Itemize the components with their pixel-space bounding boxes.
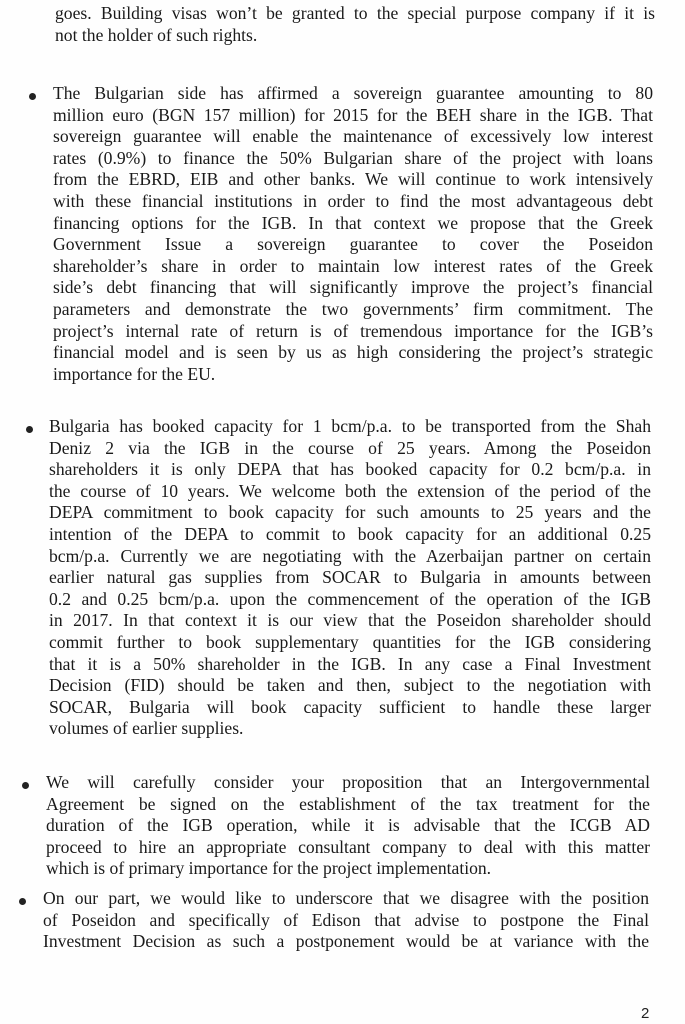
bullet-icon <box>26 426 33 433</box>
text-line: importance for the EU. <box>53 363 216 384</box>
text-line: Deniz 2 via the IGB in the course of 25 years. Among the Poseidon <box>49 437 651 458</box>
text-line: from the EBRD, EIB and other banks. We will continue to work intensively <box>53 169 653 190</box>
text-line: duration of the IGB operation, while it is advisable that the ICGB AD <box>46 815 650 836</box>
text-line: rates (0.9%) to finance the 50% Bulgarian share of the project with loans <box>53 147 653 168</box>
text-line: goes. Building visas won’t be granted to the special purpose company if it is <box>55 3 655 23</box>
page-number: 2 <box>641 1005 650 1022</box>
text-line: intention of the DEPA to commit to book capacity for an additional 0.25 <box>49 523 651 544</box>
text-line: earlier natural gas supplies from SOCAR to Bulgaria in amounts between <box>49 567 651 588</box>
bullet-icon <box>22 782 29 789</box>
text-line: commit further to book supplementary quantities for the IGB considering <box>49 631 651 652</box>
bullet-paragraph-booked-capacity <box>49 416 651 740</box>
text-line: in 2017. In that context it is our view that the Poseidon shareholder should <box>49 610 651 631</box>
text-line: sovereign guarantee will enable the maintenance of excessively low interest <box>53 126 653 147</box>
text-line: bcm/p.a. Currently we are negotiating with the Azerbaijan partner on certain <box>49 545 651 566</box>
text-line: proceed to hire an appropriate consultant company to deal with this matter <box>46 836 650 857</box>
text-line: Investment Decision as such a postponement would be at variance with the <box>43 931 649 952</box>
intro-paragraph <box>55 3 655 46</box>
text-line: volumes of earlier supplies. <box>49 718 244 739</box>
bullet-paragraph-final-investment-decision <box>43 888 649 953</box>
text-line: million euro (BGN 157 million) for 2015 for the BEH share in the IGB. That <box>53 104 653 125</box>
text-line: which is of primary importance for the project implementation. <box>46 858 492 879</box>
text-line: DEPA commitment to book capacity for such amounts to 25 years and the <box>49 502 651 523</box>
text-line: financing options for the IGB. In that context we propose that the Greek <box>53 212 653 233</box>
text-line: project’s internal rate of return is of tremendous importance for the IGB’s <box>53 320 653 341</box>
bullet-paragraph-sovereign-guarantee <box>53 83 653 385</box>
text-line: the course of 10 years. We welcome both the extension of the period of the <box>49 480 651 501</box>
text-line: with these financial institutions in order to find the most advantageous debt <box>53 190 653 211</box>
text-line: SOCAR, Bulgaria will book capacity sufficient to handle these larger <box>49 696 651 717</box>
text-line: financial model and is seen by us as high considering the project’s strategic <box>53 342 653 363</box>
text-line: shareholder’s share in order to maintain low interest rates of the Greek <box>53 255 653 276</box>
text-line: not the holder of such rights. <box>55 24 258 45</box>
text-line: that it is a 50% shareholder in the IGB. In any case a Final Investment <box>49 653 651 674</box>
text-line: of Poseidon and specifically of Edison that advise to postpone the Final <box>43 909 649 930</box>
text-line: Bulgaria has booked capacity for 1 bcm/p.a. to be transported from the Shah <box>49 416 651 436</box>
text-line: Agreement be signed on the establishment of the tax treatment for the <box>46 793 650 814</box>
bullet-icon <box>29 93 36 100</box>
text-line: On our part, we would like to underscore that we disagree with the position <box>43 888 649 908</box>
bullet-icon <box>19 898 26 905</box>
text-line: The Bulgarian side has affirmed a sovereign guarantee amounting to 80 <box>53 83 653 103</box>
text-line: parameters and demonstrate the two governments’ firm commitment. The <box>53 298 653 319</box>
text-line: 0.2 and 0.25 bcm/p.a. upon the commencement of the operation of the IGB <box>49 588 651 609</box>
text-line: shareholders it is only DEPA that has booked capacity for 0.2 bcm/p.a. in <box>49 459 651 480</box>
text-line: We will carefully consider your proposition that an Intergovernmental <box>46 772 650 792</box>
text-line: side’s debt financing that will significantly improve the project’s financial <box>53 277 653 298</box>
text-line: Decision (FID) should be taken and then, subject to the negotiation with <box>49 675 651 696</box>
text-line: Government Issue a sovereign guarantee to cover the Poseidon <box>53 234 653 255</box>
bullet-paragraph-intergovernmental-agreement <box>46 772 650 880</box>
